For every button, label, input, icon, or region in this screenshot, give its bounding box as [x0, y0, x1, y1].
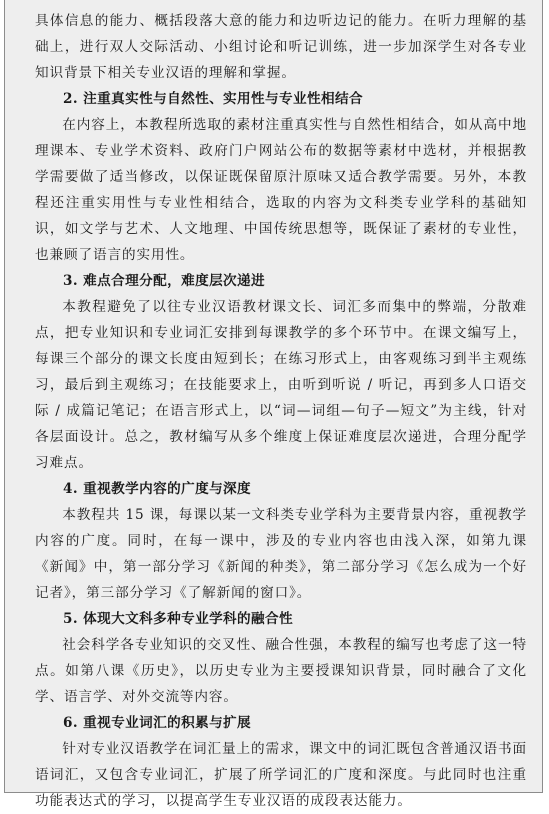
section-heading-2: 2. 注重真实性与自然性、实用性与专业性相结合	[63, 91, 363, 107]
document-body	[35, 8, 527, 814]
section-heading-4: 4. 重视教学内容的广度与深度	[63, 481, 252, 497]
paragraph-vocabulary: 针对专业汉语教学在词汇量上的需求，课文中的词汇既包含普通汉语书面语词汇，又包含专业词汇，扩展了所学词汇的广度和深度。与此同时也注重功能表达式的学习，以提高学生专业汉语的成段表达能力。	[35, 741, 527, 809]
section-heading-6: 6. 重视专业词汇的积累与扩展	[63, 715, 252, 731]
paragraph-authenticity: 在内容上，本教程所选取的素材注重真实性与自然性相结合，如从高中地理课本、专业学术资料、政府门户网站公布的数据等素材中选材，并根据教学需要做了适当修改，以保证既保留原汁原味又适合教学需要。另外，本教程还注重实用性与专业性相结合，选取的内容为文科类专业学科的基础知识，如文学与艺术、人文地理、中国传统思想等，既保证了素材的专业性，也兼顾了语言的实用性。	[35, 117, 527, 263]
paragraph-listening-skills: 具体信息的能力、概括段落大意的能力和边听边记的能力。在听力理解的基础上，进行双人交际活动、小组讨论和听记训练，进一步加深学生对各专业知识背景下相关专业汉语的理解和掌握。	[35, 13, 527, 81]
section-heading-5: 5. 体现大文科多种专业学科的融合性	[63, 611, 294, 627]
content-panel	[4, 0, 543, 809]
paragraph-breadth-depth: 本教程共 15 课，每课以某一文科类专业学科为主要背景内容，重视教学内容的广度。同时，在每一课中，涉及的专业内容也由浅入深，如第九课《新闻》中，第一部分学习《新闻的种类》，第二部分学习《怎么成为一个好记者》，第三部分学习《了解新闻的窗口》。	[35, 507, 527, 601]
paragraph-integration: 社会科学各专业知识的交叉性、融合性强，本教程的编写也考虑了这一特点。如第八课《历史》，以历史专业为主要授课知识背景，同时融合了文化学、语言学、对外交流等内容。	[35, 637, 527, 705]
section-heading-3: 3. 难点合理分配，难度层次递进	[63, 273, 266, 289]
paragraph-difficulty: 本教程避免了以往专业汉语教材课文长、词汇多而集中的弊端，分散难点，把专业知识和专业词汇安排到每课教学的多个环节中。在课文编写上，每课三个部分的课文长度由短到长；在练习形式上，由客观练习到半主观练习，最后到主观练习；在技能要求上，由听到听说 / 听记，再到多人口语交际 / 成篇记笔记；在语言形式上，以“词—词组—句子—短文”为主线，针对各层面设计。总之，教材编写从多个维度上保证难度层次递进，合理分配学习难点。	[35, 299, 527, 471]
